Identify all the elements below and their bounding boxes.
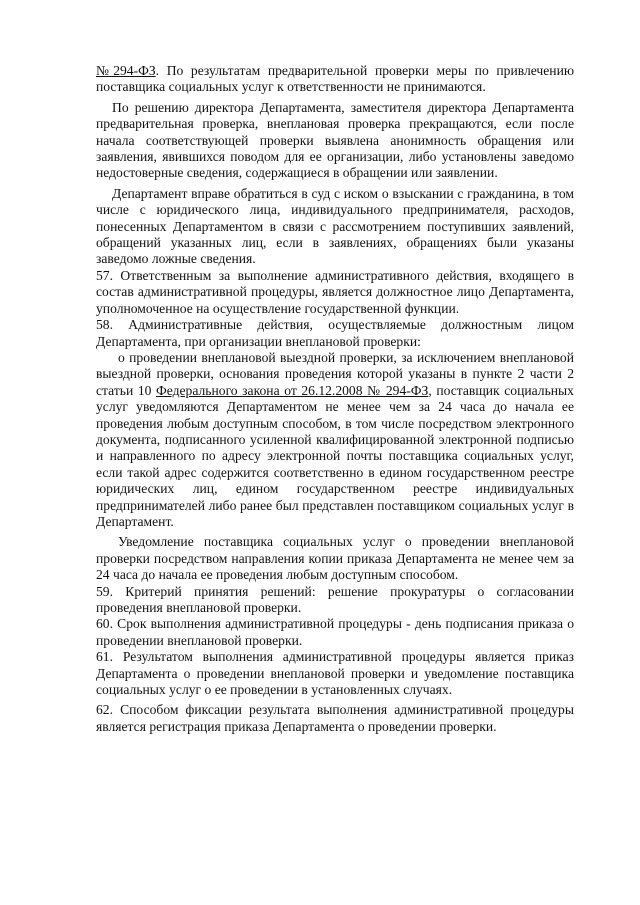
item-57: 57. Ответственным за выполнение административного действия, входящего в состав административной процедуры, является должностное лицо Департамента, уполномоченное на осуществление государственной функции. <box>96 267 574 316</box>
paragraph-continuation <box>96 63 574 96</box>
paragraph-text: . По результатам предварительной проверки меры по привлечению поставщика социальных услуг к ответственности не принимаются. <box>96 63 575 95</box>
item-58-notice <box>96 350 574 530</box>
item-59: 59. Критерий принятия решений: решение прокуратуры о согласовании проведения внеплановой проверки. <box>96 583 574 615</box>
item-58-notification: Уведомление поставщика социальных услуг о проведении внеплановой проверки посредством направления копии приказа Департамента не менее чем за 24 часа до начала ее проведения любым доступным способом. <box>96 534 574 583</box>
paragraph-text: о проведении внеплановой выездной проверки, за исключением внеплановой выездной проверки, основания проведения которой указаны в пункте 2 части 2 статьи 10 <box>96 349 574 398</box>
law-link[interactable]: №294-ФЗ <box>96 63 156 78</box>
item-62: 62. Способом фиксации результата выполнения административной процедуры является регистрация приказа Департамента о проведении проверки. <box>96 702 574 734</box>
federal-law-link[interactable]: Федерального закона от 26.12.2008 № 294-ФЗ <box>156 382 429 398</box>
item-61: 61. Результатом выполнения административной процедуры является приказ Департамента о проведении внеплановой проверки и уведомление поставщика социальных услуг о ее проведении в установленных случаях. <box>96 649 574 698</box>
paragraph-text: , поставщик социальных услуг уведомляются Департаментом не менее чем за 24 часа до начала ее проведения любым доступным способом, в том числе посредством электронного документа, подписанного усиленной квалифицированной электронной подписью и направленного по адресу электронной почты поставщика социальных услуг, если такой адрес содержится соответственно в едином государственном реестре юридических лиц, едином государственном реестре индивидуальных предпринимателей либо ранее был представлен поставщиком социальных услуг в Департамент. <box>96 382 574 529</box>
paragraph-termination: По решению директора Департамента, заместителя директора Департамента предварительная проверка, внеплановая проверка прекращаются, если после начала соответствующей проверки выявлена анонимность обращения или заявления, явившихся поводом для ее организации, либо установлены заведомо недостоверные сведения, содержащиеся в обращении или заявлении. <box>96 99 574 181</box>
document-page <box>96 63 574 735</box>
item-58: 58. Административные действия, осуществляемые должностным лицом Департамента, при организации внеплановой проверки: <box>96 317 574 349</box>
paragraph-court-claim: Департамент вправе обратиться в суд с иском о взыскании с гражданина, в том числе с юридического лица, индивидуального предпринимателя, расходов, понесенных Департаментом в связи с рассмотрением поступивших заявлений, обращений указанных лиц, если в заявлениях, обращениях были указаны заведомо ложные сведения. <box>96 185 574 267</box>
item-60: 60. Срок выполнения административной процедуры - день подписания приказа о проведении внеплановой проверки. <box>96 616 574 648</box>
